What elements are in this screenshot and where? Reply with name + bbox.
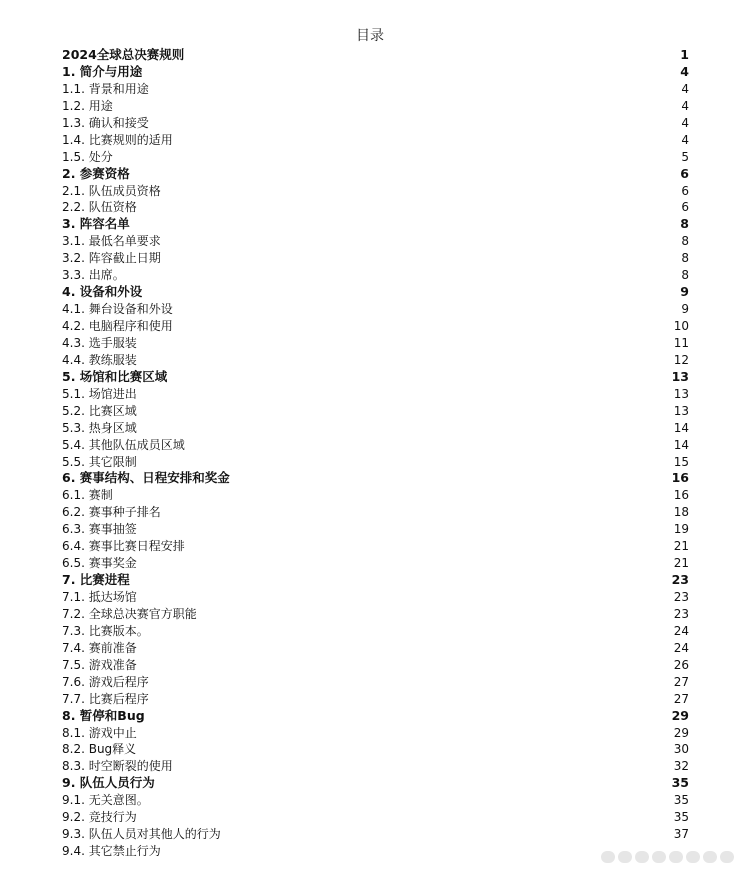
toc-entry-page: 29 — [673, 725, 689, 740]
toc-entry-page: 24 — [673, 623, 689, 638]
toc-entry[interactable] — [62, 166, 689, 183]
watermark — [601, 851, 734, 863]
toc-entry-label: 1.1. 背景和用途 — [62, 81, 149, 96]
toc-entry-page: 26 — [673, 657, 689, 672]
toc-entry[interactable] — [62, 792, 689, 809]
toc-entry-page: 24 — [673, 640, 689, 655]
toc-entry-page: 13 — [673, 403, 689, 418]
toc-entry-page: 11 — [673, 335, 689, 350]
toc-entry[interactable] — [62, 487, 689, 504]
toc-entry[interactable] — [62, 623, 689, 640]
toc-entry[interactable] — [62, 47, 689, 64]
toc-entry-label: 2. 参赛资格 — [62, 165, 130, 181]
toc-entry[interactable] — [62, 216, 689, 233]
toc-entry[interactable] — [62, 369, 689, 386]
toc-entry-label: 1.3. 确认和接受 — [62, 115, 149, 130]
toc-entry-page: 14 — [673, 420, 689, 435]
toc-entry[interactable] — [62, 454, 689, 471]
toc-entry-page: 16 — [671, 470, 689, 486]
toc-entry[interactable] — [62, 267, 689, 284]
toc-entry-label: 6.1. 赛制 — [62, 488, 113, 503]
toc-entry-label: 6. 赛事结构、日程安排和奖金 — [62, 470, 230, 486]
toc-entry-label: 6.2. 赛事种子排名 — [62, 505, 161, 520]
toc-entry[interactable] — [62, 318, 689, 335]
toc-entry[interactable] — [62, 403, 689, 420]
toc-entry-page: 14 — [673, 437, 689, 452]
toc-entry[interactable] — [62, 521, 689, 538]
toc-entry[interactable] — [62, 758, 689, 775]
toc-entry-label: 9.1. 无关意图。 — [62, 793, 149, 808]
toc-entry-label: 6.4. 赛事比赛日程安排 — [62, 539, 185, 554]
toc-entry-page: 8 — [680, 216, 689, 232]
toc-entry-label: 8. 暂停和Bug — [62, 707, 145, 723]
toc-entry-label: 7.3. 比赛版本。 — [62, 623, 149, 638]
toc-entry-label: 5.3. 热身区域 — [62, 420, 137, 435]
toc-entry-label: 7.7. 比赛后程序 — [62, 691, 149, 706]
toc-entry-label: 3.2. 阵容截止日期 — [62, 251, 161, 266]
toc-entry[interactable] — [62, 301, 689, 318]
toc-entry-label: 4. 设备和外设 — [62, 284, 143, 300]
toc-entry-label: 4.4. 教练服装 — [62, 352, 137, 367]
toc-entry-label: 4.2. 电脑程序和使用 — [62, 319, 173, 333]
toc-entry-page: 32 — [673, 759, 689, 774]
toc-entry[interactable] — [62, 674, 689, 691]
toc-entry-label: 3.1. 最低名单要求 — [62, 234, 161, 249]
toc-entry-page: 27 — [673, 674, 689, 689]
toc-entry-page: 4 — [681, 98, 689, 113]
toc-entry[interactable] — [62, 826, 689, 843]
toc-entry-page: 6 — [680, 165, 689, 181]
toc-entry-label: 2024全球总决赛规则 — [62, 47, 185, 62]
toc-entry-label: 5.1. 场馆进出 — [62, 386, 137, 401]
toc-entry-label: 5.2. 比赛区域 — [62, 403, 137, 418]
toc-entry-label: 3.3. 出席。 — [62, 268, 125, 283]
toc-entry-page: 1 — [680, 47, 689, 62]
toc-entry[interactable] — [62, 640, 689, 657]
toc-entry-label: 9. 队伍人员行为 — [62, 775, 155, 791]
toc-entry-label: 4.1. 舞台设备和外设 — [62, 302, 173, 317]
toc-entry-label: 1. 简介与用途 — [62, 63, 143, 79]
toc-entry[interactable] — [62, 352, 689, 369]
toc-entry-page: 9 — [681, 302, 689, 317]
toc-entry[interactable] — [62, 606, 689, 623]
toc-entry-label: 3. 阵容名单 — [62, 216, 130, 232]
toc-entry-page: 30 — [673, 742, 689, 757]
toc-list — [62, 47, 689, 860]
toc-entry-page: 21 — [673, 539, 689, 554]
toc-entry-page: 16 — [673, 488, 689, 503]
toc-entry-label: 6.3. 赛事抽签 — [62, 522, 137, 537]
toc-entry-page: 37 — [673, 827, 689, 842]
toc-entry[interactable] — [62, 437, 689, 454]
toc-entry[interactable] — [62, 233, 689, 250]
toc-entry-page: 18 — [673, 505, 689, 520]
toc-entry-label: 9.4. 其它禁止行为 — [62, 844, 161, 859]
toc-entry[interactable] — [62, 775, 689, 792]
toc-entry-page: 9 — [680, 284, 689, 300]
toc-entry-page: 21 — [673, 556, 689, 571]
toc-entry-page: 19 — [673, 522, 689, 537]
toc-entry-label: 7.5. 游戏准备 — [62, 657, 137, 672]
toc-entry[interactable] — [62, 555, 689, 572]
toc-entry[interactable] — [62, 589, 689, 606]
toc-entry-label: 2.1. 队伍成员资格 — [62, 183, 161, 198]
toc-entry-page: 23 — [671, 572, 689, 588]
toc-entry-label: 1.5. 处分 — [62, 149, 113, 164]
toc-entry-page: 4 — [681, 81, 689, 96]
toc-entry-page: 13 — [673, 386, 689, 401]
toc-entry-label: 7. 比赛进程 — [62, 572, 130, 588]
toc-entry-page: 6 — [681, 183, 689, 198]
toc-entry[interactable] — [62, 284, 689, 301]
toc-title: 目录 — [356, 28, 384, 44]
toc-entry-label: 5.4. 其他队伍成员区域 — [62, 437, 185, 452]
toc-entry[interactable] — [62, 809, 689, 826]
toc-entry[interactable] — [62, 725, 689, 742]
toc-entry-page: 8 — [681, 234, 689, 249]
toc-entry[interactable] — [62, 199, 689, 216]
toc-entry-label: 8.1. 游戏中止 — [62, 725, 137, 740]
toc-entry-page: 35 — [673, 810, 689, 825]
toc-entry-label: 7.4. 赛前准备 — [62, 640, 137, 655]
toc-entry-page: 15 — [673, 454, 689, 469]
toc-entry[interactable] — [62, 81, 689, 98]
toc-entry[interactable] — [62, 420, 689, 437]
toc-entry-page: 29 — [671, 707, 689, 723]
toc-entry-label: 1.2. 用途 — [62, 98, 113, 113]
toc-entry[interactable] — [62, 691, 689, 708]
toc-entry[interactable] — [62, 470, 689, 487]
toc-entry-label: 1.4. 比赛规则的适用 — [62, 132, 173, 147]
toc-entry-page: 35 — [673, 793, 689, 808]
toc-entry[interactable] — [62, 572, 689, 589]
toc-entry-page: 12 — [673, 352, 689, 367]
toc-entry[interactable] — [62, 335, 689, 352]
toc-entry-page: 8 — [681, 251, 689, 266]
toc-entry-label: 8.2. Bug释义 — [62, 742, 137, 757]
toc-entry-label: 5.5. 其它限制 — [62, 454, 137, 469]
toc-entry[interactable] — [62, 843, 689, 860]
toc-entry-label: 7.6. 游戏后程序 — [62, 674, 149, 689]
toc-entry-label: 9.2. 竞技行为 — [62, 810, 137, 825]
toc-entry-label: 7.1. 抵达场馆 — [62, 590, 137, 604]
toc-entry[interactable] — [62, 504, 689, 521]
toc-entry[interactable] — [62, 657, 689, 674]
toc-entry-label: 6.5. 赛事奖金 — [62, 556, 137, 571]
toc-entry-label: 5. 场馆和比赛区域 — [62, 368, 168, 384]
toc-entry-label: 9.3. 队伍人员对其他人的行为 — [62, 827, 221, 842]
toc-entry-page: 23 — [673, 606, 689, 621]
toc-entry[interactable] — [62, 250, 689, 267]
toc-entry-page: 4 — [681, 115, 689, 130]
toc-entry-label: 8.3. 时空断裂的使用 — [62, 759, 173, 774]
toc-entry-page: 10 — [673, 319, 689, 333]
toc-entry-page: 27 — [673, 691, 689, 706]
toc-entry[interactable] — [62, 708, 689, 725]
toc-entry-page: 35 — [671, 775, 689, 791]
toc-entry-label: 7.2. 全球总决赛官方职能 — [62, 606, 197, 621]
toc-entry[interactable] — [62, 64, 689, 81]
toc-entry[interactable] — [62, 538, 689, 555]
toc-entry-label: 2.2. 队伍资格 — [62, 200, 137, 215]
toc-entry-page: 8 — [681, 268, 689, 283]
toc-entry[interactable] — [62, 741, 689, 758]
toc-entry-page: 5 — [681, 149, 689, 164]
toc-entry-page: 4 — [680, 63, 689, 79]
toc-entry[interactable] — [62, 149, 689, 166]
toc-entry[interactable] — [62, 132, 689, 149]
toc-entry-page: 23 — [673, 590, 689, 604]
toc-entry-page: 4 — [681, 132, 689, 147]
toc-entry[interactable] — [62, 98, 689, 115]
toc-entry-label: 4.3. 选手服装 — [62, 335, 137, 350]
toc-entry-page: 6 — [681, 200, 689, 215]
toc-entry-page: 13 — [671, 368, 689, 384]
toc-entry[interactable] — [62, 183, 689, 200]
toc-entry[interactable] — [62, 386, 689, 403]
toc-entry[interactable] — [62, 115, 689, 132]
